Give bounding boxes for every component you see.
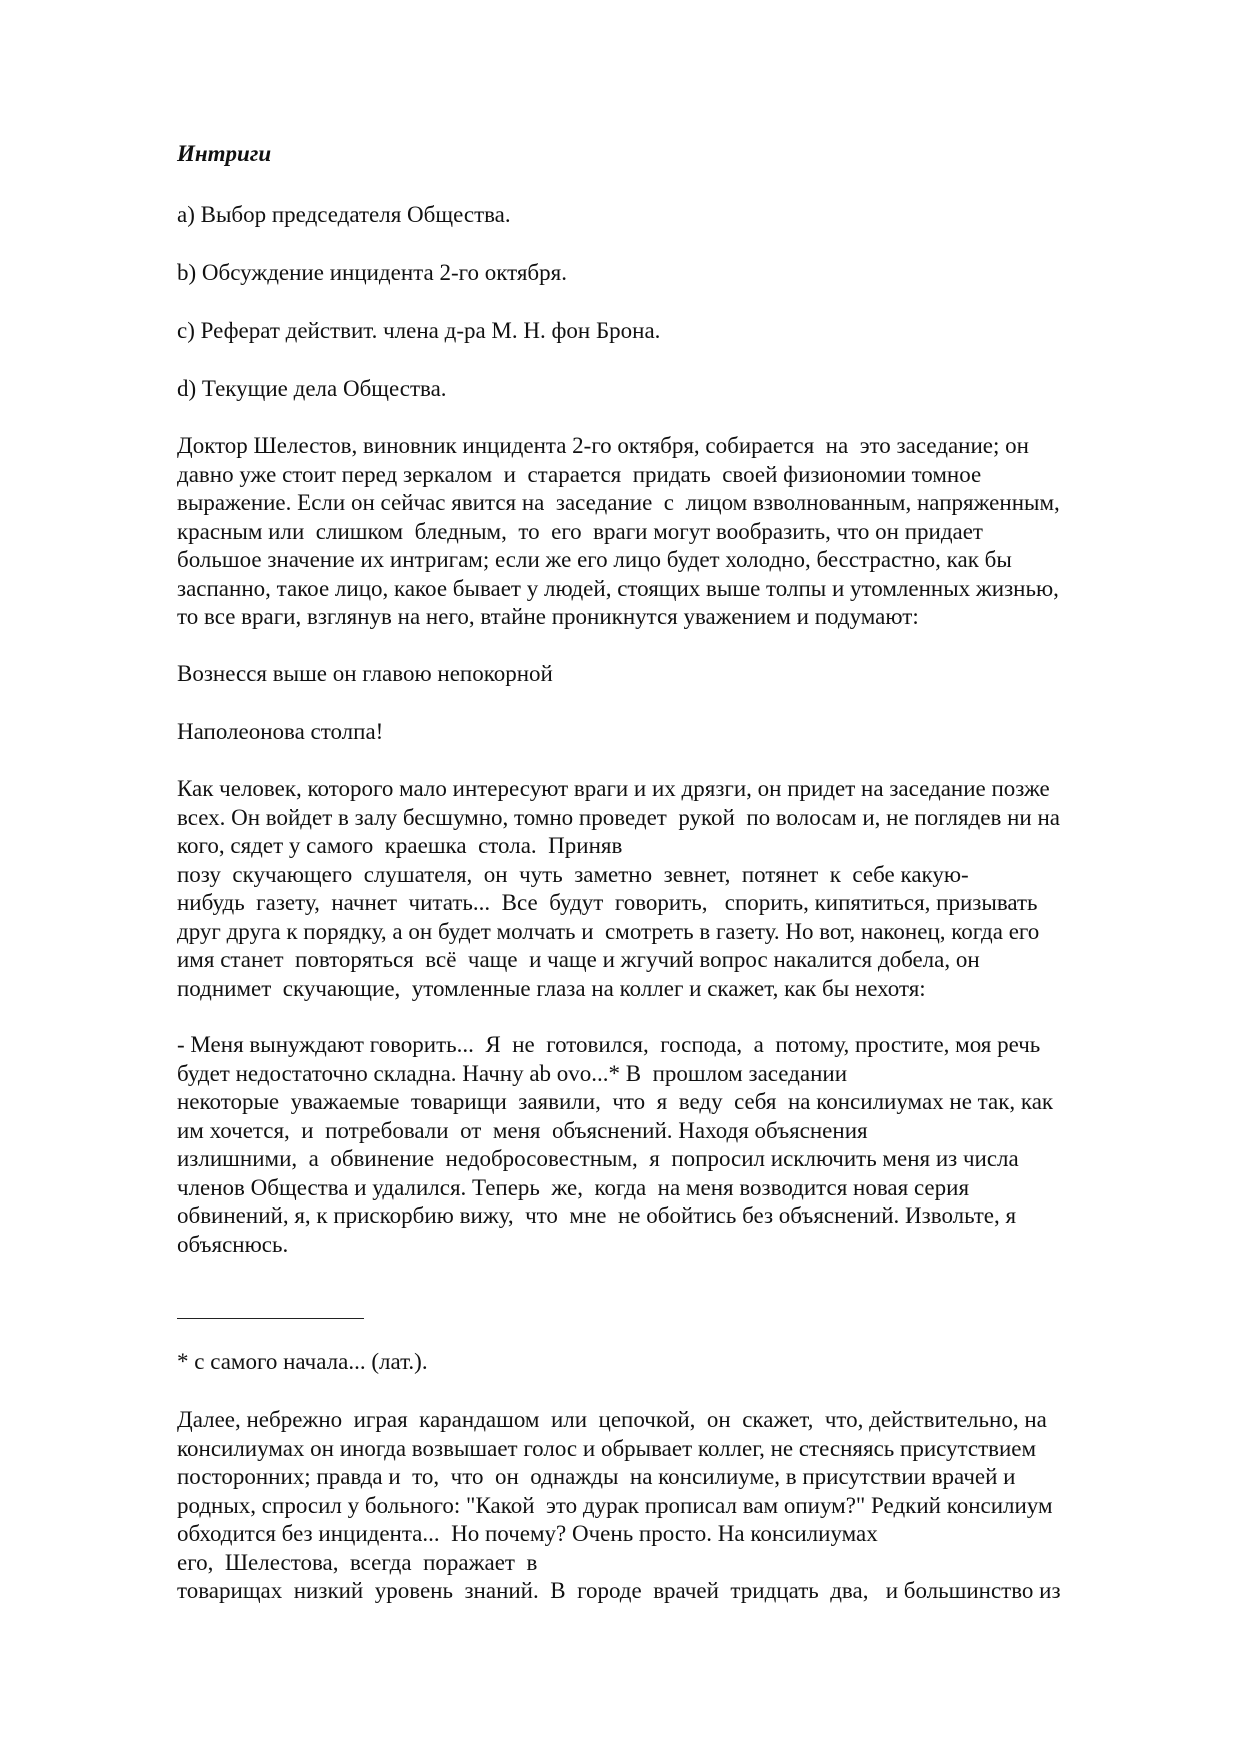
agenda-item-d: d) Текущие дела Общества. bbox=[177, 376, 447, 401]
text-line: Далее, небрежно играя карандашом или цепочкой, он скажет, что, действительно, на bbox=[177, 1407, 1047, 1432]
agenda-item-a: a) Выбор председателя Общества. bbox=[177, 202, 511, 227]
text-line: друг друга к порядку, а он будет молчать и смотреть в газету. Но вот, наконец, когда его bbox=[177, 918, 1040, 944]
text-line: кого, сядет у самого краешка стола. Приняв bbox=[177, 833, 623, 858]
verse-line-2: Наполеонова столпа! bbox=[177, 719, 384, 744]
footnote-separator bbox=[177, 1318, 364, 1319]
text-line: нибудь газету, начнет читать... Все будут говорить, спорить, кипятиться, призывать bbox=[177, 890, 1038, 915]
paragraph-3 bbox=[177, 1031, 1053, 1259]
footnote: * с самого начала... (лат.). bbox=[177, 1349, 428, 1374]
text-line: Доктор Шелестов, виновник инцидента 2-го октября, собирается на это заседание; он bbox=[177, 433, 1029, 458]
text-line: членов Общества и удалился. Теперь же, когда на меня возводится новая серия bbox=[177, 1174, 970, 1200]
verse-line-1: Вознесся выше он главою непокорной bbox=[177, 661, 553, 686]
text-line: давно уже стоит перед зеркалом и старается придать своей физиономии томное bbox=[177, 461, 982, 487]
text-line: Как человек, которого мало интересуют враги и их дрязги, он придет на заседание позже bbox=[177, 776, 1050, 801]
paragraph-4 bbox=[177, 1406, 1061, 1606]
text-line: имя станет повторяться всё чаще и чаще и жгучий вопрос накалится добела, он bbox=[177, 947, 980, 972]
chapter-title: Интриги bbox=[177, 141, 272, 166]
text-line: поднимет скучающие, утомленные глаза на коллег и скажет, как бы нехотя: bbox=[177, 975, 926, 1001]
text-line: позу скучающего слушателя, он чуть заметно зевнет, потянет к себе какую- bbox=[177, 861, 969, 887]
paragraph-1 bbox=[177, 432, 1060, 632]
text-line: некоторые уважаемые товарищи заявили, что я веду себя на консилиумах не так, как bbox=[177, 1089, 1054, 1114]
text-line: посторонних; правда и то, что он однажды на консилиуме, в присутствии врачей и bbox=[177, 1464, 1016, 1489]
agenda-item-b: b) Обсуждение инцидента 2-го октября. bbox=[177, 260, 567, 285]
text-line: обвинений, я, к прискорбию вижу, что мне не обойтись без объяснений. Извольте, я bbox=[177, 1203, 1017, 1228]
text-line: излишними, а обвинение недобросовестным, я попросил исключить меня из числа bbox=[177, 1146, 1019, 1171]
text-line: консилиумах он иногда возвышает голос и обрывает коллег, не стесняясь присутствием bbox=[177, 1435, 1037, 1461]
paragraph-2 bbox=[177, 775, 1060, 1003]
text-line: большое значение их интригам; если же его лицо будет холодно, бесстрастно, как бы bbox=[177, 547, 1012, 572]
text-line: товарищах низкий уровень знаний. В городе врачей тридцать два, и большинство из bbox=[177, 1578, 1061, 1603]
text-line: им хочется, и потребовали от меня объяснений. Находя объяснения bbox=[177, 1117, 868, 1143]
agenda-item-c: c) Реферат действит. члена д-ра М. Н. фон Брона. bbox=[177, 318, 661, 343]
text-line: обходится без инцидента... Но почему? Очень просто. На консилиумах bbox=[177, 1521, 878, 1546]
text-line: объяснюсь. bbox=[177, 1231, 289, 1257]
text-line: его, Шелестова, всегда поражает в bbox=[177, 1549, 538, 1575]
text-line: всех. Он войдет в залу бесшумно, томно проведет рукой по волосам и, не поглядев ни на bbox=[177, 804, 1060, 830]
text-line: то все враги, взглянув на него, втайне проникнутся уважением и подумают: bbox=[177, 604, 919, 629]
text-line: будет недостаточно складна. Начну ab ovo...* В прошлом заседании bbox=[177, 1060, 848, 1086]
text-line: выражение. Если он сейчас явится на заседание с лицом взволнованным, напряженным, bbox=[177, 490, 1060, 515]
text-line: красным или слишком бледным, то его враги могут вообразить, что он придает bbox=[177, 518, 983, 544]
text-line: родных, спросил у больного: "Какой это дурак прописал вам опиум?" Редкий консилиум bbox=[177, 1492, 1053, 1518]
text-line: заспанно, такое лицо, какое бывает у людей, стоящих выше толпы и утомленных жизнью, bbox=[177, 575, 1059, 601]
text-line: - Меня вынуждают говорить... Я не готовился, господа, а потому, простите, моя речь bbox=[177, 1032, 1041, 1057]
